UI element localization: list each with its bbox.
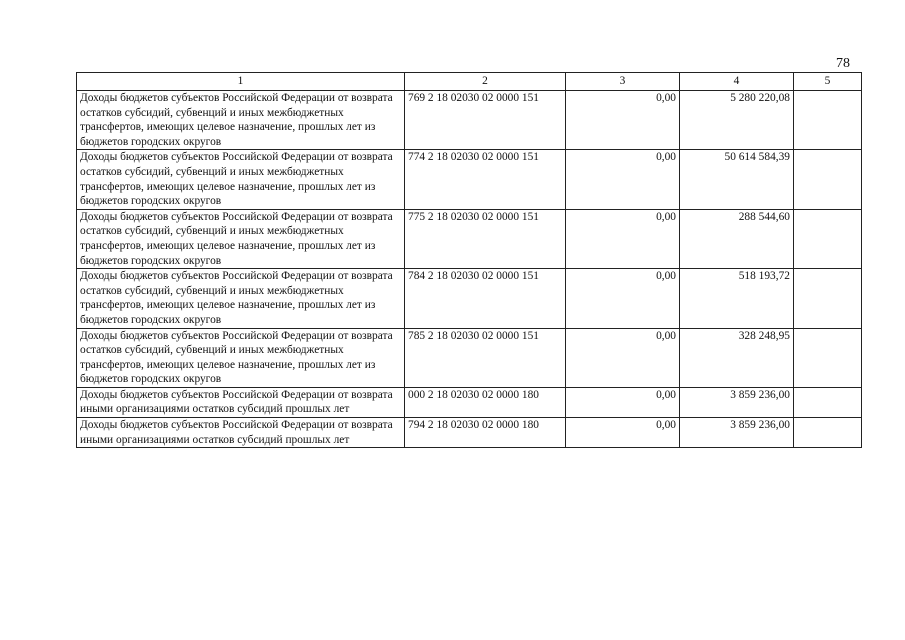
- row-code: 000 2 18 02030 02 0000 180: [405, 387, 566, 417]
- table-row: [77, 387, 862, 417]
- row-code: 794 2 18 02030 02 0000 180: [405, 418, 566, 448]
- row-col4: 518 193,72: [680, 269, 794, 328]
- row-col5: [794, 418, 862, 448]
- table-row: [77, 150, 862, 209]
- row-description: Доходы бюджетов субъектов Российской Федерации от возврата иными организациями остатков субсидий прошлых лет: [77, 387, 405, 417]
- header-col-4: 4: [680, 73, 794, 91]
- table-row: [77, 91, 862, 150]
- header-col-1: 1: [77, 73, 405, 91]
- row-code: 775 2 18 02030 02 0000 151: [405, 209, 566, 268]
- row-col4: 328 248,95: [680, 328, 794, 387]
- row-col3: 0,00: [566, 387, 680, 417]
- table-row: [77, 209, 862, 268]
- row-description: Доходы бюджетов субъектов Российской Федерации от возврата иными организациями остатков субсидий прошлых лет: [77, 418, 405, 448]
- header-col-3: 3: [566, 73, 680, 91]
- table-row: [77, 269, 862, 328]
- row-col3: 0,00: [566, 328, 680, 387]
- row-col3: 0,00: [566, 209, 680, 268]
- row-col3: 0,00: [566, 418, 680, 448]
- row-code: 769 2 18 02030 02 0000 151: [405, 91, 566, 150]
- row-description: Доходы бюджетов субъектов Российской Федерации от возврата остатков субсидий, субвенций и иных межбюджетных трансфертов, имеющих целевое назначение, прошлых лет из бюджетов городских округов: [77, 269, 405, 328]
- table-header-row: [77, 73, 862, 91]
- row-col3: 0,00: [566, 150, 680, 209]
- row-description: Доходы бюджетов субъектов Российской Федерации от возврата остатков субсидий, субвенций и иных межбюджетных трансфертов, имеющих целевое назначение, прошлых лет из бюджетов городских округов: [77, 150, 405, 209]
- row-col5: [794, 150, 862, 209]
- table-row: [77, 418, 862, 448]
- row-description: Доходы бюджетов субъектов Российской Федерации от возврата остатков субсидий, субвенций и иных межбюджетных трансфертов, имеющих целевое назначение, прошлых лет из бюджетов городских округов: [77, 328, 405, 387]
- row-code: 785 2 18 02030 02 0000 151: [405, 328, 566, 387]
- row-col4: 5 280 220,08: [680, 91, 794, 150]
- row-col3: 0,00: [566, 269, 680, 328]
- row-description: Доходы бюджетов субъектов Российской Федерации от возврата остатков субсидий, субвенций и иных межбюджетных трансфертов, имеющих целевое назначение, прошлых лет из бюджетов городских округов: [77, 209, 405, 268]
- row-col5: [794, 91, 862, 150]
- row-col3: 0,00: [566, 91, 680, 150]
- row-col4: 3 859 236,00: [680, 418, 794, 448]
- header-col-5: 5: [794, 73, 862, 91]
- row-col5: [794, 269, 862, 328]
- row-col5: [794, 328, 862, 387]
- row-description: Доходы бюджетов субъектов Российской Федерации от возврата остатков субсидий, субвенций и иных межбюджетных трансфертов, имеющих целевое назначение, прошлых лет из бюджетов городских округов: [77, 91, 405, 150]
- row-col5: [794, 387, 862, 417]
- row-col4: 50 614 584,39: [680, 150, 794, 209]
- row-col4: 3 859 236,00: [680, 387, 794, 417]
- row-col5: [794, 209, 862, 268]
- table-row: [77, 328, 862, 387]
- row-code: 774 2 18 02030 02 0000 151: [405, 150, 566, 209]
- header-col-2: 2: [405, 73, 566, 91]
- row-code: 784 2 18 02030 02 0000 151: [405, 269, 566, 328]
- page-number: 78: [836, 56, 850, 71]
- budget-revenue-table: [76, 72, 862, 448]
- row-col4: 288 544,60: [680, 209, 794, 268]
